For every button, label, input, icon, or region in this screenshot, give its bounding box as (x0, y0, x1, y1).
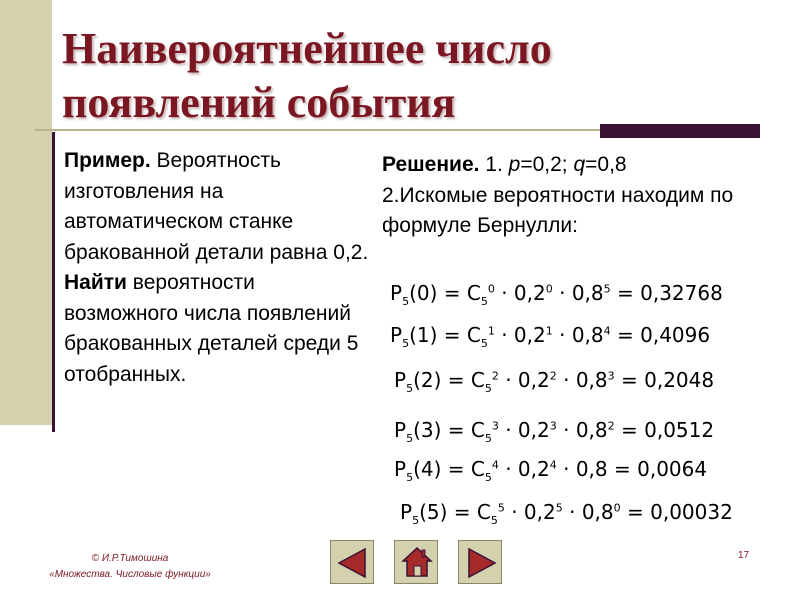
p-variable: p (508, 153, 521, 176)
title-divider (35, 129, 600, 131)
left-decor-bar (0, 0, 52, 425)
home-button[interactable] (394, 540, 438, 584)
formula-row: $P_5(1) = C_5^1 \cdot 0,2^1 \cdot 0,8^4 = 0,4096$ (390, 323, 711, 350)
solution-label: Решение. (382, 153, 480, 176)
title-line-1: Наивероятнейшее число (62, 24, 552, 73)
example-text (64, 146, 374, 390)
footer-author: © И.Р.Тимошина (91, 553, 169, 564)
formula-row: $P_5(4) = C_5^4 \cdot 0,2^4 \cdot 0,8 = 0,0064$ (394, 457, 708, 484)
formula-result: 0,2048 (644, 368, 715, 392)
title-divider-accent (600, 124, 760, 138)
formula-row: $P_5(0) = C_5^0 \cdot 0,2^0 \cdot 0,8^5 = 0,32768$ (390, 281, 723, 308)
title-line-2: появлений события (62, 78, 456, 127)
step1-prefix: 1. (479, 153, 509, 176)
house-icon (395, 541, 439, 585)
prev-slide-button[interactable] (330, 540, 374, 584)
example-text-2: вероятности возможного числа появлений бракованных деталей среди 5 отобранных. (64, 271, 359, 386)
formula-result: 0,32768 (640, 281, 723, 305)
q-value: =0,8 (585, 153, 627, 176)
p-value: =0,2; (520, 153, 574, 176)
step2-text: 2.Искомые вероятности находим по формуле Бернулли: (382, 183, 734, 237)
solution-text (382, 150, 792, 242)
next-slide-button[interactable] (458, 540, 502, 584)
slide-title (62, 22, 762, 130)
example-text-1: Вероятность изготовления на автоматическом станке бракованной детали равна 0,2. (64, 149, 369, 264)
formula-row: $P_5(3) = C_5^3 \cdot 0,2^3 \cdot 0,8^2 = 0,0512$ (394, 418, 715, 445)
page-number: 17 (738, 550, 750, 561)
triangle-right-icon (459, 541, 503, 585)
find-label: Найти (64, 271, 127, 294)
formula-result: 0,4096 (640, 323, 711, 347)
example-label: Пример. (64, 149, 151, 172)
formula-row: $P_5(2) = C_5^2 \cdot 0,2^2 \cdot 0,8^3 = 0,2048$ (394, 368, 715, 395)
formula-row: $P_5(5) = C_5^5 \cdot 0,2^5 \cdot 0,8^0 = 0,00032$ (400, 500, 733, 527)
footer-course: «Множества. Числовые функции» (49, 569, 211, 580)
q-variable: q (573, 153, 586, 176)
vertical-divider (52, 132, 55, 432)
formula-result: 0,00032 (650, 500, 733, 524)
triangle-left-icon (331, 541, 375, 585)
formula-result: 0,0064 (637, 457, 708, 481)
formula-result: 0,0512 (644, 418, 715, 442)
